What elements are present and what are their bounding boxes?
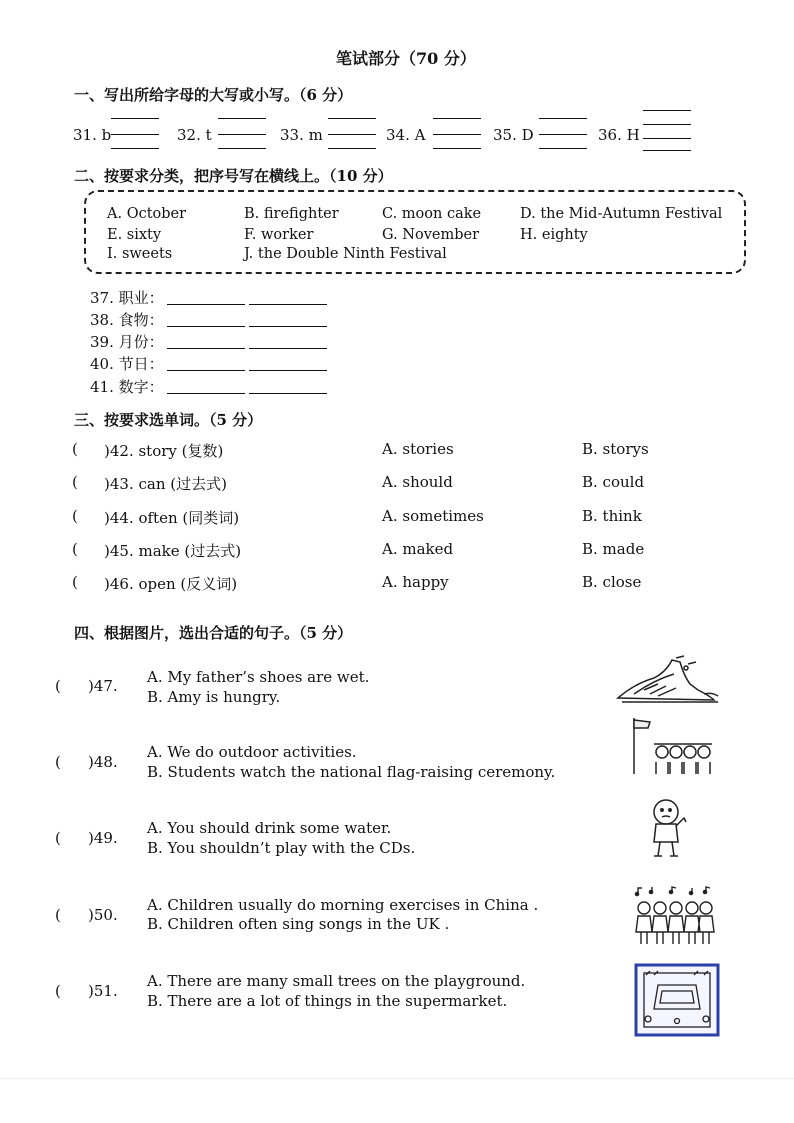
option-b[interactable]: B. You shouldn’t play with the CDs. xyxy=(147,839,416,857)
blank-line[interactable] xyxy=(249,370,327,371)
answer-paren[interactable]: ( xyxy=(55,829,61,847)
category-label: 41. 数字： xyxy=(90,378,164,396)
thirsty-child-icon xyxy=(642,796,692,860)
page-bottom-divider xyxy=(0,1078,794,1079)
question-number: )48. xyxy=(88,753,118,771)
word-option: E. sixty xyxy=(107,227,162,243)
answer-paren[interactable]: ( xyxy=(72,473,78,491)
word-option: H. eighty xyxy=(520,227,588,243)
answer-paren[interactable]: ( xyxy=(55,982,61,1000)
question-text: )46. open (反义词) xyxy=(104,575,238,593)
option-b[interactable]: B. made xyxy=(582,540,645,558)
playground-icon xyxy=(634,963,720,1037)
word-option: A. October xyxy=(107,206,187,222)
letter-item: 33. m xyxy=(280,126,323,144)
category-label: 37. 职业： xyxy=(90,289,164,307)
answer-paren[interactable]: ( xyxy=(72,573,78,591)
children-singing-icon xyxy=(632,886,716,948)
blank-line[interactable] xyxy=(218,134,266,135)
option-a[interactable]: A. sometimes xyxy=(382,507,484,525)
section-3-heading: 三、按要求选单词。（5 分） xyxy=(74,411,263,429)
blank-line[interactable] xyxy=(167,348,245,349)
blank-line[interactable] xyxy=(328,134,376,135)
option-a[interactable]: A. stories xyxy=(382,440,454,458)
blank-line[interactable] xyxy=(218,148,266,149)
option-b[interactable]: B. storys xyxy=(582,440,649,458)
option-b[interactable]: B. close xyxy=(582,573,642,591)
question-number: )49. xyxy=(88,829,118,847)
letter-item: 35. D xyxy=(493,126,534,144)
blank-line[interactable] xyxy=(111,118,159,119)
option-a[interactable]: A. You should drink some water. xyxy=(147,819,392,837)
blank-line[interactable] xyxy=(643,150,691,151)
option-b[interactable]: B. think xyxy=(582,507,642,525)
word-option: F. worker xyxy=(244,227,314,243)
option-b[interactable]: B. Amy is hungry. xyxy=(147,688,281,706)
page-title: 笔试部分（70 分） xyxy=(336,49,476,68)
blank-line[interactable] xyxy=(111,148,159,149)
blank-line[interactable] xyxy=(218,118,266,119)
blank-line[interactable] xyxy=(539,134,587,135)
section-2-heading: 二、按要求分类，把序号写在横线上。（10 分） xyxy=(74,167,393,185)
blank-line[interactable] xyxy=(167,326,245,327)
blank-line[interactable] xyxy=(433,118,481,119)
blank-line[interactable] xyxy=(249,348,327,349)
blank-line[interactable] xyxy=(249,304,327,305)
question-number: )47. xyxy=(88,677,118,695)
answer-paren[interactable]: ( xyxy=(55,753,61,771)
answer-paren[interactable]: ( xyxy=(55,906,61,924)
blank-line[interactable] xyxy=(167,304,245,305)
blank-line[interactable] xyxy=(643,124,691,125)
question-text: )43. can (过去式) xyxy=(104,475,227,493)
blank-line[interactable] xyxy=(433,148,481,149)
word-option: C. moon cake xyxy=(382,206,482,222)
wet-shoes-icon xyxy=(614,654,724,706)
question-number: )51. xyxy=(88,982,118,1000)
option-b[interactable]: B. Students watch the national flag-raising ceremony. xyxy=(147,763,556,781)
option-a[interactable]: A. happy xyxy=(382,573,449,591)
option-a[interactable]: A. We do outdoor activities. xyxy=(147,743,357,761)
option-a[interactable]: A. My father’s shoes are wet. xyxy=(147,668,370,686)
letter-item: 34. A xyxy=(386,126,426,144)
blank-line[interactable] xyxy=(539,148,587,149)
option-a[interactable]: A. There are many small trees on the playground. xyxy=(147,972,526,990)
option-a[interactable]: A. maked xyxy=(382,540,454,558)
section-4-heading: 四、根据图片，选出合适的句子。（5 分） xyxy=(74,624,353,642)
category-label: 39. 月份： xyxy=(90,333,164,351)
answer-paren[interactable]: ( xyxy=(72,440,78,458)
blank-line[interactable] xyxy=(433,134,481,135)
option-b[interactable]: B. Children often sing songs in the UK . xyxy=(147,915,450,933)
letter-item: 31. b xyxy=(73,126,112,144)
question-text: )42. story (复数) xyxy=(104,442,224,460)
category-label: 38. 食物： xyxy=(90,311,164,329)
question-text: )44. often (同类词) xyxy=(104,509,240,527)
answer-paren[interactable]: ( xyxy=(55,677,61,695)
flag-raising-icon xyxy=(628,714,714,776)
option-b[interactable]: B. could xyxy=(582,473,645,491)
option-b[interactable]: B. There are a lot of things in the supermarket. xyxy=(147,992,508,1010)
option-a[interactable]: A. should xyxy=(382,473,453,491)
section-1-heading: 一、写出所给字母的大写或小写。（6 分） xyxy=(74,86,353,104)
blank-line[interactable] xyxy=(249,326,327,327)
question-number: )50. xyxy=(88,906,118,924)
word-option: B. firefighter xyxy=(244,206,339,222)
answer-paren[interactable]: ( xyxy=(72,540,78,558)
blank-line[interactable] xyxy=(167,393,245,394)
option-a[interactable]: A. Children usually do morning exercises in China . xyxy=(147,896,539,914)
question-text: )45. make (过去式) xyxy=(104,542,242,560)
word-option: G. November xyxy=(382,227,480,243)
word-option: I. sweets xyxy=(107,246,173,262)
blank-line[interactable] xyxy=(328,118,376,119)
word-option: D. the Mid-Autumn Festival xyxy=(520,206,723,222)
category-label: 40. 节日： xyxy=(90,355,164,373)
blank-line[interactable] xyxy=(111,134,159,135)
letter-item: 32. t xyxy=(177,126,212,144)
blank-line[interactable] xyxy=(249,393,327,394)
word-option: J. the Double Ninth Festival xyxy=(244,246,447,262)
letter-item: 36. H xyxy=(598,126,640,144)
blank-line[interactable] xyxy=(539,118,587,119)
blank-line[interactable] xyxy=(643,110,691,111)
blank-line[interactable] xyxy=(643,138,691,139)
blank-line[interactable] xyxy=(328,148,376,149)
blank-line[interactable] xyxy=(167,370,245,371)
answer-paren[interactable]: ( xyxy=(72,507,78,525)
